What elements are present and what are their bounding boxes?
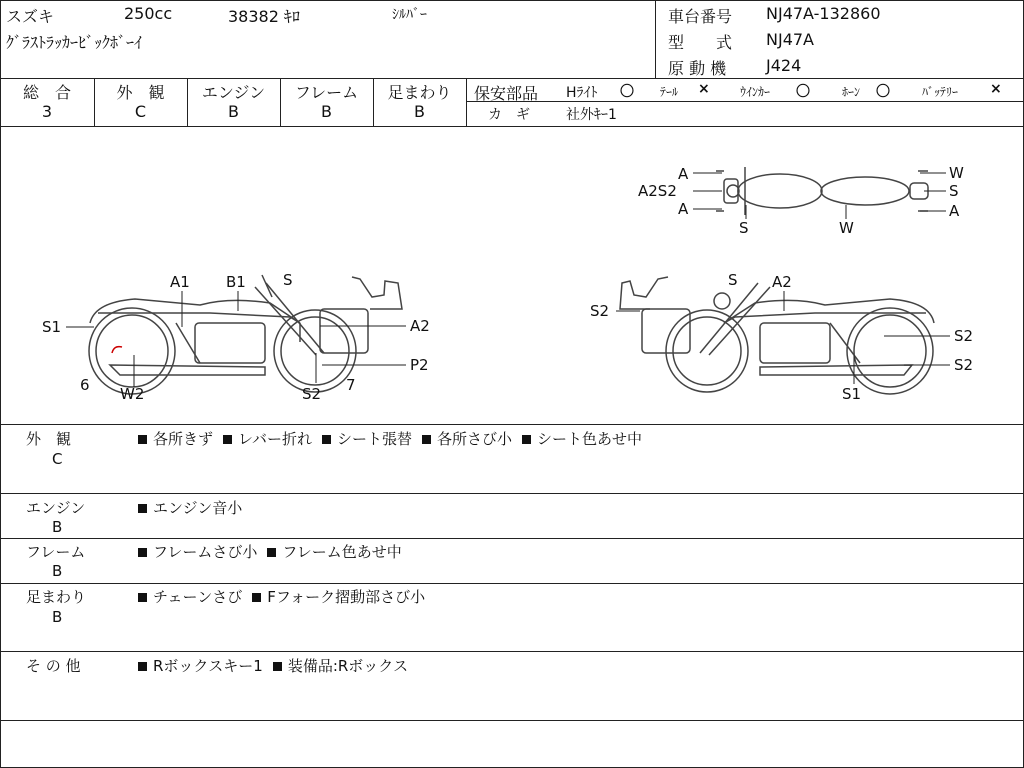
safety-headlight-status: 〇 [620,84,634,100]
maker: スズキ [6,7,55,26]
diagram-bottom-rule [0,424,1024,425]
right-view-label: S1 [842,385,862,403]
remark-item: チェーンさび [153,588,243,606]
key-value: 社外ｷｰ1 [566,107,617,123]
grade-divider [466,78,467,126]
remark-item: レバー折れ [238,430,312,448]
grade-suspension-label: 足まわり [387,83,452,102]
damage-diagram [0,127,1024,424]
remark-divider [0,493,1024,494]
remark-grade-engine: B [52,518,63,536]
remark-category-other: そ の 他 [26,657,81,675]
grade-engine-label: エンジン [201,83,266,102]
remark-items-other [138,655,418,676]
engine-value: J424 [766,56,802,75]
right-view-label: S [728,271,738,289]
remark-items-suspension [138,586,435,607]
left-view-label: A1 [170,273,190,291]
left-view-label: W2 [120,385,145,403]
safety-tail-status: × [698,81,710,97]
remark-item: Rボックスキー1 [153,657,263,675]
displacement: 250cc [124,4,173,23]
remark-grade-exterior: C [52,450,63,468]
top-view-label: A [949,202,960,220]
safety-horn-status: 〇 [876,84,890,100]
top-view-label: S [949,182,959,200]
remark-item: シート張替 [336,430,412,448]
remark-item: エンジン音小 [153,499,243,517]
remark-category-frame: フレーム [26,543,86,561]
left-view-label: S [283,271,293,289]
frame-number-label: 車台番号 [668,7,733,26]
safety-row-divider [466,101,1024,102]
left-view-label: 6 [80,376,90,394]
grade-frame-label: フレーム [294,83,359,102]
remark-category-suspension: 足まわり [26,588,87,606]
left-view-label: A2 [410,317,430,335]
remark-item: 各所きず [153,430,214,448]
top-view-labels [638,164,964,237]
grade-overall-value: 3 [41,102,53,121]
safety-headlight-label: Hﾗｲﾄ [566,85,598,101]
right-view-label: A2 [772,273,792,291]
grade-frame-value: B [321,102,332,121]
left-view-label: S2 [302,385,322,403]
safety-horn-label: ﾎｰﾝ [842,85,861,99]
remark-item: 装備品:Rボックス [287,657,409,675]
remark-item: Fフォーク摺動部さび小 [267,588,426,606]
left-view-label: S1 [42,318,62,336]
top-view-bike [716,167,928,215]
grade-exterior-label: 外 観 [116,83,165,102]
safety-battery-label: ﾊﾞｯﾃﾘｰ [922,85,959,99]
type-label: 型 式 [668,33,733,52]
grade-engine-value: B [228,102,239,121]
left-view-labels [42,271,430,403]
safety-battery-status: × [990,81,1002,97]
damage-mark [112,347,122,353]
engine-label: 原 動 機 [668,59,727,78]
remark-item: 各所さび小 [436,430,512,448]
header-bottom-rule [0,78,1024,79]
right-view-label: S2 [590,302,610,320]
remark-item: フレームさび小 [153,543,258,561]
remark-category-exterior: 外 観 [26,430,72,448]
left-view-label: P2 [410,356,429,374]
left-view-label: 7 [346,376,356,394]
frame-number: NJ47A-132860 [766,4,881,23]
grade-overall-label: 総 合 [22,83,71,102]
top-view-label: W [839,219,854,237]
remark-bottom-rule [0,720,1024,721]
model-name: ｸﾞﾗｽﾄﾗｯｶｰﾋﾞｯｸﾎﾞｰｲ [6,33,143,52]
top-view-label: A [678,200,689,218]
remark-category-engine: エンジン [26,499,86,517]
remark-items-engine [138,497,252,518]
top-view-label: S [739,219,749,237]
remark-items-frame [138,541,412,562]
left-view-label: B1 [226,273,246,291]
header-divider [655,0,656,78]
color: ｼﾙﾊﾞｰ [392,7,427,23]
safety-tail-label: ﾃｰﾙ [660,85,679,99]
remark-grade-frame: B [52,562,63,580]
right-view-labels [590,271,973,403]
right-view-label: S2 [954,356,974,374]
top-view-label: A2S2 [638,182,677,200]
top-view-label: A [678,165,689,183]
remark-items-exterior [138,428,652,449]
mileage: 38382 ｷﾛ [228,7,300,26]
safety-winker-label: ｳｲﾝｶｰ [740,85,771,99]
remark-divider [0,651,1024,652]
remark-grade-suspension: B [52,608,63,626]
grade-suspension-value: B [414,102,425,121]
remark-divider [0,583,1024,584]
safety-winker-status: 〇 [796,84,810,100]
type-value: NJ47A [766,30,814,49]
top-view-label: W [949,164,964,182]
right-view-leaders [616,291,950,384]
right-view-label: S2 [954,327,974,345]
safety-parts-label: 保安部品 [474,84,539,103]
remark-divider [0,538,1024,539]
key-label: カ ギ [488,107,530,123]
remark-item: フレーム色あせ中 [282,543,402,561]
remark-item: シート色あせ中 [537,430,643,448]
grade-exterior-value: C [134,102,147,121]
